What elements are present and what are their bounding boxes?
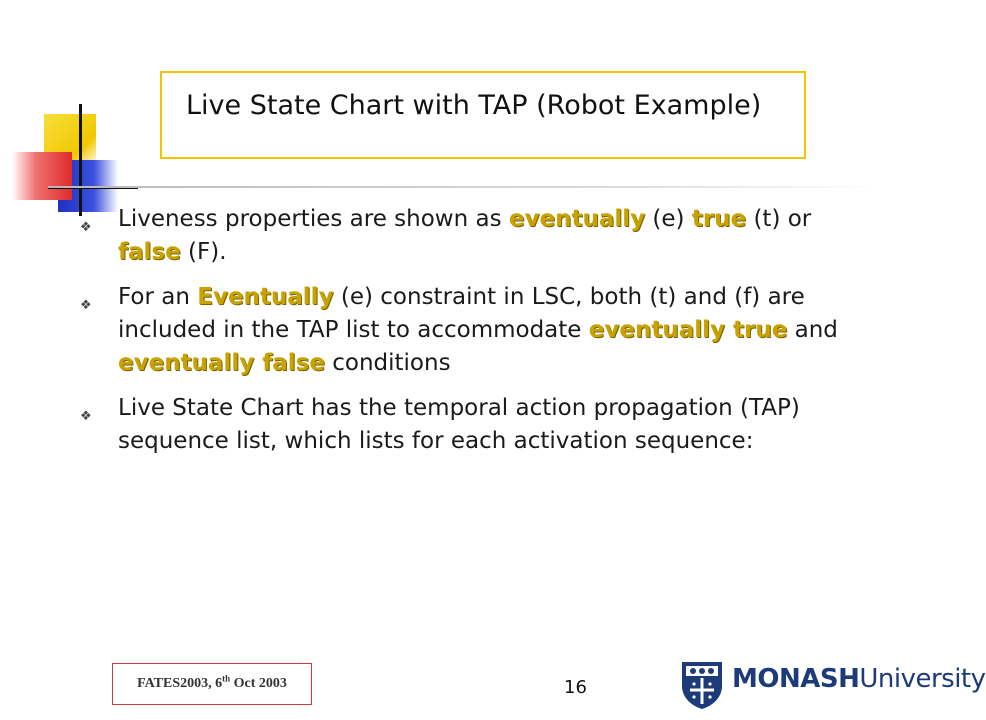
emphasis-term: eventually false: [118, 350, 325, 376]
bullet-item: [80, 281, 850, 380]
emphasis-term: Eventually: [197, 284, 334, 310]
bullet-list: [80, 203, 850, 470]
conference-text: FATES2003, 6: [137, 676, 223, 691]
monash-crest-icon: [680, 660, 724, 710]
page-number: 16: [564, 677, 587, 698]
bullet-text: Live State Chart has the temporal action propagation (TAP) sequence list, which lists for each activation sequence:: [118, 395, 800, 454]
emphasis-term: eventually: [508, 206, 646, 232]
emphasis-term: true: [691, 206, 747, 232]
diamond-bullet-icon: ❖: [80, 298, 92, 313]
bullet-text: (t) or: [746, 206, 812, 232]
logo-name-regular: University: [859, 664, 986, 694]
bullet-text: Liveness properties are shown as: [118, 206, 509, 232]
diamond-bullet-icon: ❖: [80, 409, 92, 424]
bullet-text: conditions: [324, 350, 451, 376]
bullet-item: [80, 203, 850, 269]
title-divider: [48, 186, 878, 188]
university-logo: [680, 660, 986, 710]
bullet-text: (e) constraint in LSC, both (t) and (f) are included in the TAP list to accommodate: [118, 284, 805, 343]
conference-tail: Oct 2003: [230, 676, 287, 691]
emphasis-term: false: [118, 239, 181, 265]
diamond-bullet-icon: ❖: [80, 220, 92, 235]
bullet-text: and: [787, 317, 838, 343]
logo-wordmark: [732, 664, 986, 694]
bullet-text: For an: [118, 284, 198, 310]
bullet-text: (F).: [180, 239, 227, 265]
emphasis-term: eventually true: [588, 317, 788, 343]
conference-sup: th: [222, 673, 231, 684]
decor-vertical-line: [79, 104, 82, 216]
conference-label: [112, 663, 312, 705]
bullet-item: [80, 392, 850, 458]
slide-title: Live State Chart with TAP (Robot Example): [186, 90, 762, 121]
bullet-text: (e): [645, 206, 692, 232]
decor-red-square: [12, 152, 72, 200]
logo-name-bold: MONASH: [732, 664, 860, 694]
